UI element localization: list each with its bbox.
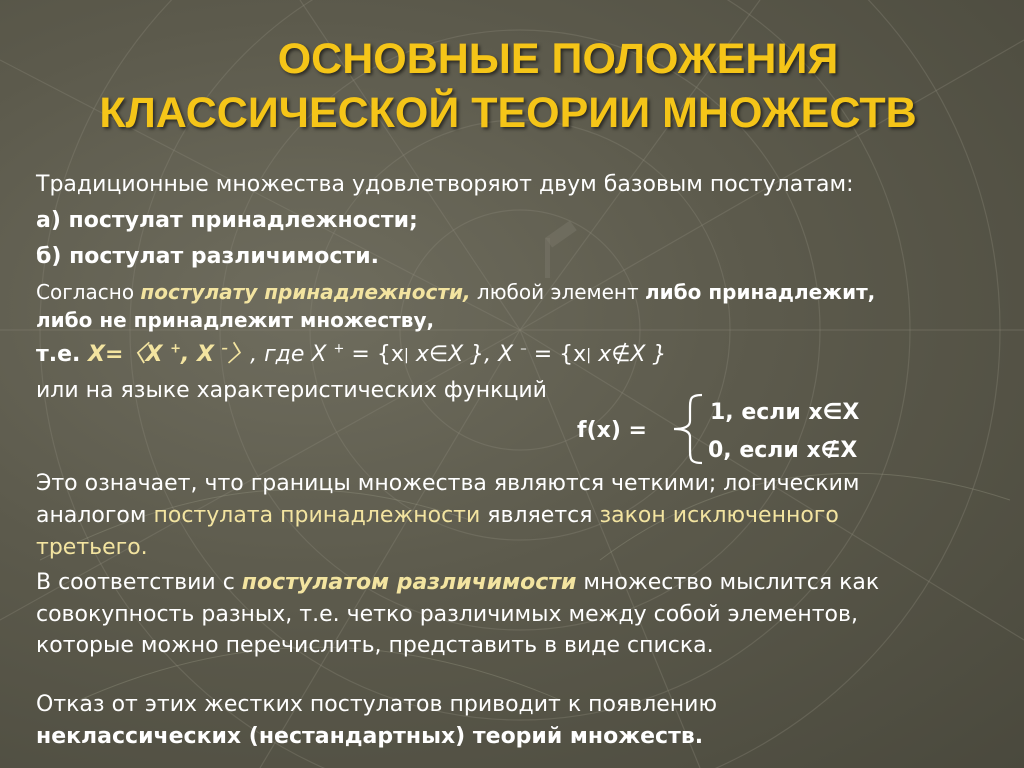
distinct-line-2: совокупность разных, т.е. четко различимых между собой элементов, (36, 602, 858, 627)
char-func-lhs: f(x) = (577, 418, 647, 443)
crisp-line-3: третьего. (36, 535, 148, 560)
slide-title-line-2: КЛАССИЧЕСКОЙ ТЕОРИИ МНОЖЕСТВ (99, 89, 917, 137)
distinct-line-1: В соответствии с постулатом различимости множество мыслится как (36, 570, 880, 595)
according-prefix: Согласно (36, 280, 141, 304)
slide-title-line-1: ОСНОВНЫЕ ПОЛОЖЕНИЯ (277, 35, 839, 83)
char-func-case-2: 0, если x∉X (708, 438, 858, 463)
crisp-excluded-middle-term: закон исключенного (599, 503, 839, 528)
crisp-line-1: Это означает, что границы множества являются четкими; логическим (36, 471, 860, 496)
formula-where: , где X + = {x| x∈X }, X – = {x| x∉X } (250, 341, 667, 367)
char-func-intro: или на языке характеристических функций (36, 378, 547, 403)
postulate-b: б) постулат различимости. (36, 244, 379, 269)
according-line-2: либо не принадлежит множеству, (36, 308, 435, 332)
conclusion-line-2: неклассических (нестандартных) теорий множеств. (36, 724, 704, 749)
formula-ie: т.е. (36, 342, 89, 367)
crisp-line-2: аналогом постулата принадлежности является закон исключенного (36, 503, 839, 528)
brace-icon (668, 393, 708, 465)
according-either-belongs: либо принадлежит, (645, 280, 876, 304)
according-mid: любой элемент (470, 280, 646, 304)
crisp-membership-term: постулата принадлежности (153, 503, 481, 528)
according-line-1 (36, 279, 875, 306)
according-term-membership: постулату принадлежности, (140, 280, 471, 304)
char-func-case-1: 1, если x∈X (710, 400, 860, 425)
distinct-line-3: которые можно перечислить, представить в виде списка. (36, 633, 714, 658)
postulate-a: а) постулат принадлежности; (36, 208, 418, 233)
formula-x-tuple: X=〈X +, X –〉 (88, 341, 251, 367)
formula-line (36, 341, 666, 369)
distinct-term: постулатом различимости (241, 570, 577, 595)
conclusion-line-1: Отказ от этих жестких постулатов приводит к появлению (36, 692, 717, 717)
intro-text: Традиционные множества удовлетворяют двум базовым постулатам: (36, 172, 854, 197)
